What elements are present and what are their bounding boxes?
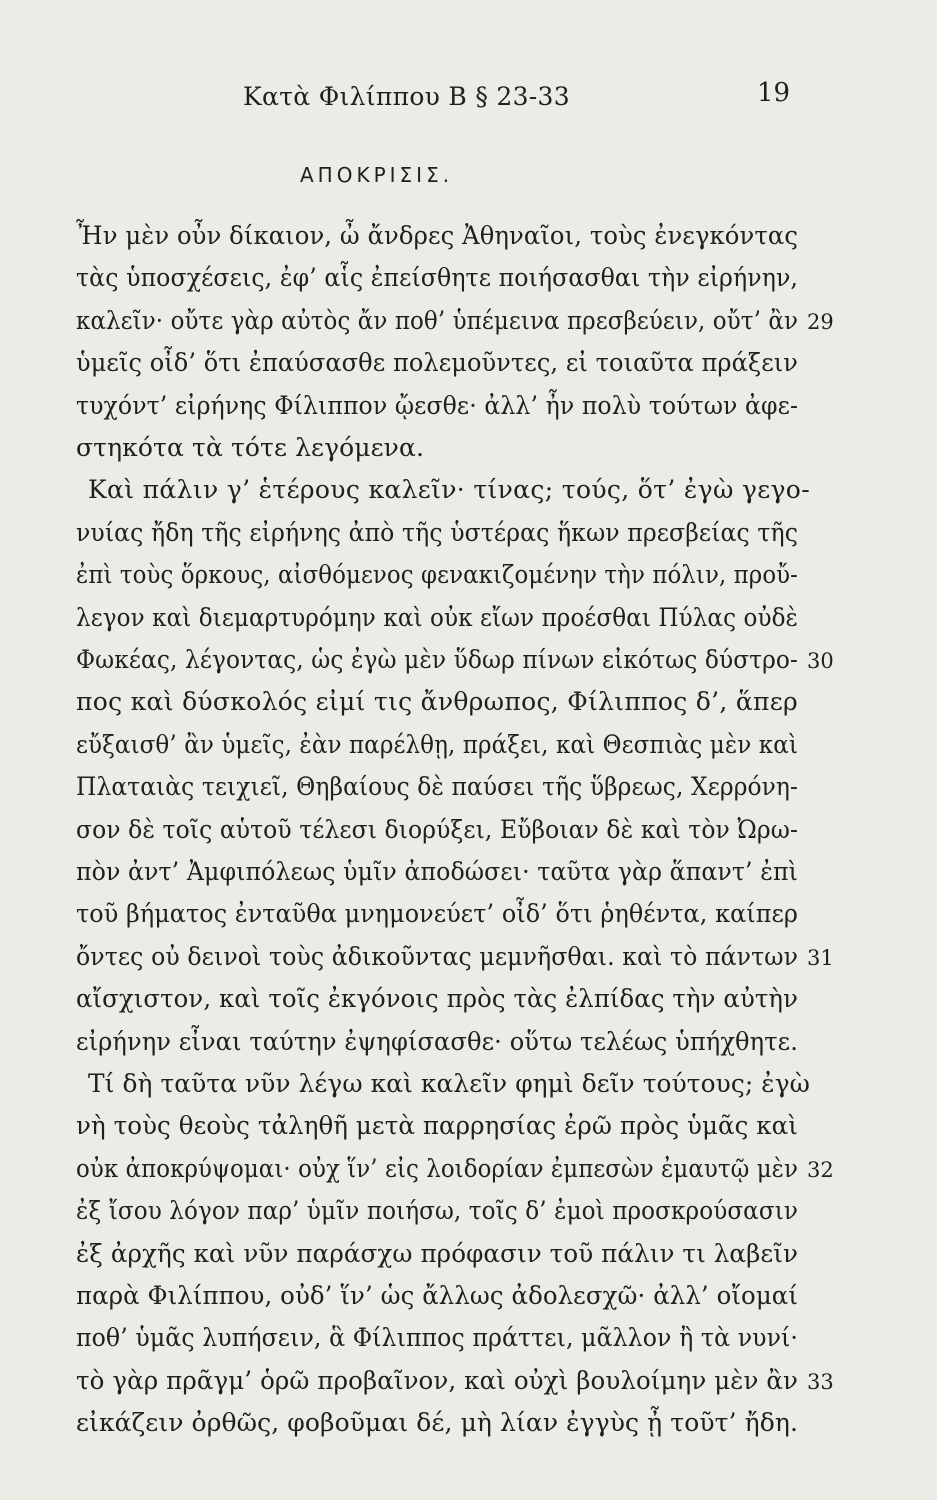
text-line (0, 1363, 937, 1407)
line-text: στηκότα τὰ τότε λεγόμενα. (76, 433, 424, 462)
line-text: τοῦ βήματος ἐνταῦθα μνημονεύετ’ οἶδ’ ὅτι ῥηθέντα, καίπερ (76, 899, 798, 929)
line-text: Φωκέας, λέγοντας, ὡς ἐγὼ μὲν ὕδωρ πίνων εἰκότως δύστρο- (76, 645, 798, 674)
text-line (0, 260, 937, 304)
text-line (0, 939, 937, 983)
text-line (0, 981, 937, 1025)
line-text: τὸ γὰρ πρᾶγμ’ ὁρῶ προβαῖνον, καὶ οὐχὶ βουλοίμην μὲν ἂν (76, 1365, 798, 1395)
line-text: νυίας ἤδη τῆς εἰρήνης ἀπὸ τῆς ὑστέρας ἥκων πρεσβείας τῆς (76, 517, 798, 547)
line-text: ἐξ ἀρχῆς καὶ νῦν παράσχω πρόφασιν τοῦ πάλιν τι λαβεῖν (76, 1238, 798, 1268)
text-line (0, 1236, 937, 1280)
section-number: 33 (807, 1369, 834, 1394)
section-heading: ΑΠΟΚΡΙΣΙΣ. (300, 163, 454, 187)
line-text: οὐκ ἀποκρύψομαι· οὐχ ἵν’ εἰς λοιδορίαν ἐμπεσὼν ἐμαυτῷ μὲν (76, 1153, 798, 1183)
text-line (0, 600, 937, 644)
text-line (0, 388, 937, 432)
running-header-title: Κατὰ Φιλίππου Β § 23-33 (243, 82, 570, 111)
line-text: πὸν ἀντ’ Ἀμφιπόλεως ὑμῖν ἀποδώσει· ταῦτα γὰρ ἅπαντ’ ἐπὶ (76, 857, 798, 886)
line-text: τὰς ὑποσχέσεις, ἐφ’ αἷς ἐπείσθητε ποιήσασθαι τὴν εἰρήνην, (76, 263, 798, 293)
text-line (0, 557, 937, 601)
line-text: ἐξ ἴσου λόγον παρ’ ὑμῖν ποιήσω, τοῖς δ’ ἐμοὶ προσκρούσασιν (76, 1196, 798, 1226)
line-text: καλεῖν· οὔτε γὰρ αὐτὸς ἄν ποθ’ ὑπέμεινα πρεσβεύειν, οὔτ’ ἂν (76, 305, 798, 335)
text-line (0, 303, 937, 347)
text-line (0, 854, 937, 898)
text-line (0, 727, 937, 771)
line-text: λεγον καὶ διεμαρτυρόμην καὶ οὐκ εἴων προέσθαι Πύλας οὐδὲ (76, 602, 798, 632)
line-text: πος καὶ δύσκολός εἰμί τις ἄνθρωπος, Φίλιππος δ’, ἅπερ (76, 687, 798, 717)
section-number: 30 (807, 649, 834, 673)
line-text: Πλαταιὰς τειχιεῖ, Θηβαίους δὲ παύσει τῆς ὕβρεως, Χερρόνη- (76, 772, 798, 802)
text-line (0, 472, 937, 516)
text-line (0, 642, 937, 686)
text-line (0, 430, 937, 474)
text-line (0, 515, 937, 559)
text-line (0, 1320, 937, 1364)
page-number: 19 (757, 78, 791, 108)
section-number: 31 (807, 945, 834, 970)
section-number: 29 (807, 309, 834, 334)
line-text: ἐπὶ τοὺς ὅρκους, αἰσθόμενος φενακιζομένην τὴν πόλιν, προὔ- (76, 560, 798, 590)
text-line (0, 1278, 937, 1322)
line-text: ὑμεῖς οἶδ’ ὅτι ἐπαύσασθε πολεμοῦντες, εἰ τοιαῦτα πράξειν (76, 348, 798, 378)
text-line (0, 1193, 937, 1237)
text-line (0, 812, 937, 856)
line-text: ποθ’ ὑμᾶς λυπήσειν, ἃ Φίλιππος πράττει, μᾶλλον ἢ τὰ νυνί· (76, 1323, 798, 1353)
text-line (0, 896, 937, 940)
text-line (0, 1108, 937, 1152)
text-line (0, 345, 937, 389)
line-text: Καὶ πάλιν γ’ ἑτέρους καλεῖν· τίνας; τούς, ὅτ’ ἐγὼ γεγο- (88, 475, 810, 505)
text-line (0, 218, 937, 262)
text-line (0, 1151, 937, 1195)
line-text: Ἦν μὲν οὖν δίκαιον, ὦ ἄνδρες Ἀθηναῖοι, τοὺς ἐνεγκόντας (76, 221, 798, 250)
line-text: εἰρήνην εἶναι ταύτην ἐψηφίσασθε· οὕτω τελέως ὑπήχθητε. (76, 1026, 798, 1056)
line-text: σον δὲ τοῖς αὑτοῦ τέλεσι διορύξει, Εὔβοιαν δὲ καὶ τὸν Ὠρω- (76, 814, 798, 844)
text-line (0, 1024, 937, 1068)
line-text: Τί δὴ ταῦτα νῦν λέγω καὶ καλεῖν φημὶ δεῖν τούτους; ἐγὼ (88, 1069, 810, 1098)
line-text: νὴ τοὺς θεοὺς τἀληθῆ μετὰ παρρησίας ἐρῶ πρὸς ὑμᾶς καὶ (76, 1111, 798, 1141)
line-text: εὔξαισθ’ ἂν ὑμεῖς, ἐὰν παρέλθῃ, πράξει, καὶ Θεσπιὰς μὲν καὶ (76, 729, 798, 759)
line-text: εἰκάζειν ὀρθῶς, φοβοῦμαι δέ, μὴ λίαν ἐγγὺς ᾖ τοῦτ’ ἤδη. (76, 1408, 798, 1438)
line-text: παρὰ Φιλίππου, οὐδ’ ἵν’ ὡς ἄλλως ἀδολεσχῶ· ἀλλ’ οἴομαί (76, 1281, 798, 1310)
text-line (0, 1405, 937, 1449)
text-line (0, 769, 937, 813)
section-number: 32 (807, 1157, 834, 1182)
line-text: τυχόντ’ εἰρήνης Φίλιππον ᾤεσθε· ἀλλ’ ἦν πολὺ τούτων ἀφε- (76, 390, 798, 420)
text-line (0, 1066, 937, 1110)
line-text: αἴσχιστον, καὶ τοῖς ἐκγόνοις πρὸς τὰς ἐλπίδας τὴν αὐτὴν (76, 984, 798, 1014)
line-text: ὄντες οὐ δεινοὶ τοὺς ἀδικοῦντας μεμνῆσθαι. καὶ τὸ πάντων (76, 941, 798, 971)
text-line (0, 684, 937, 728)
